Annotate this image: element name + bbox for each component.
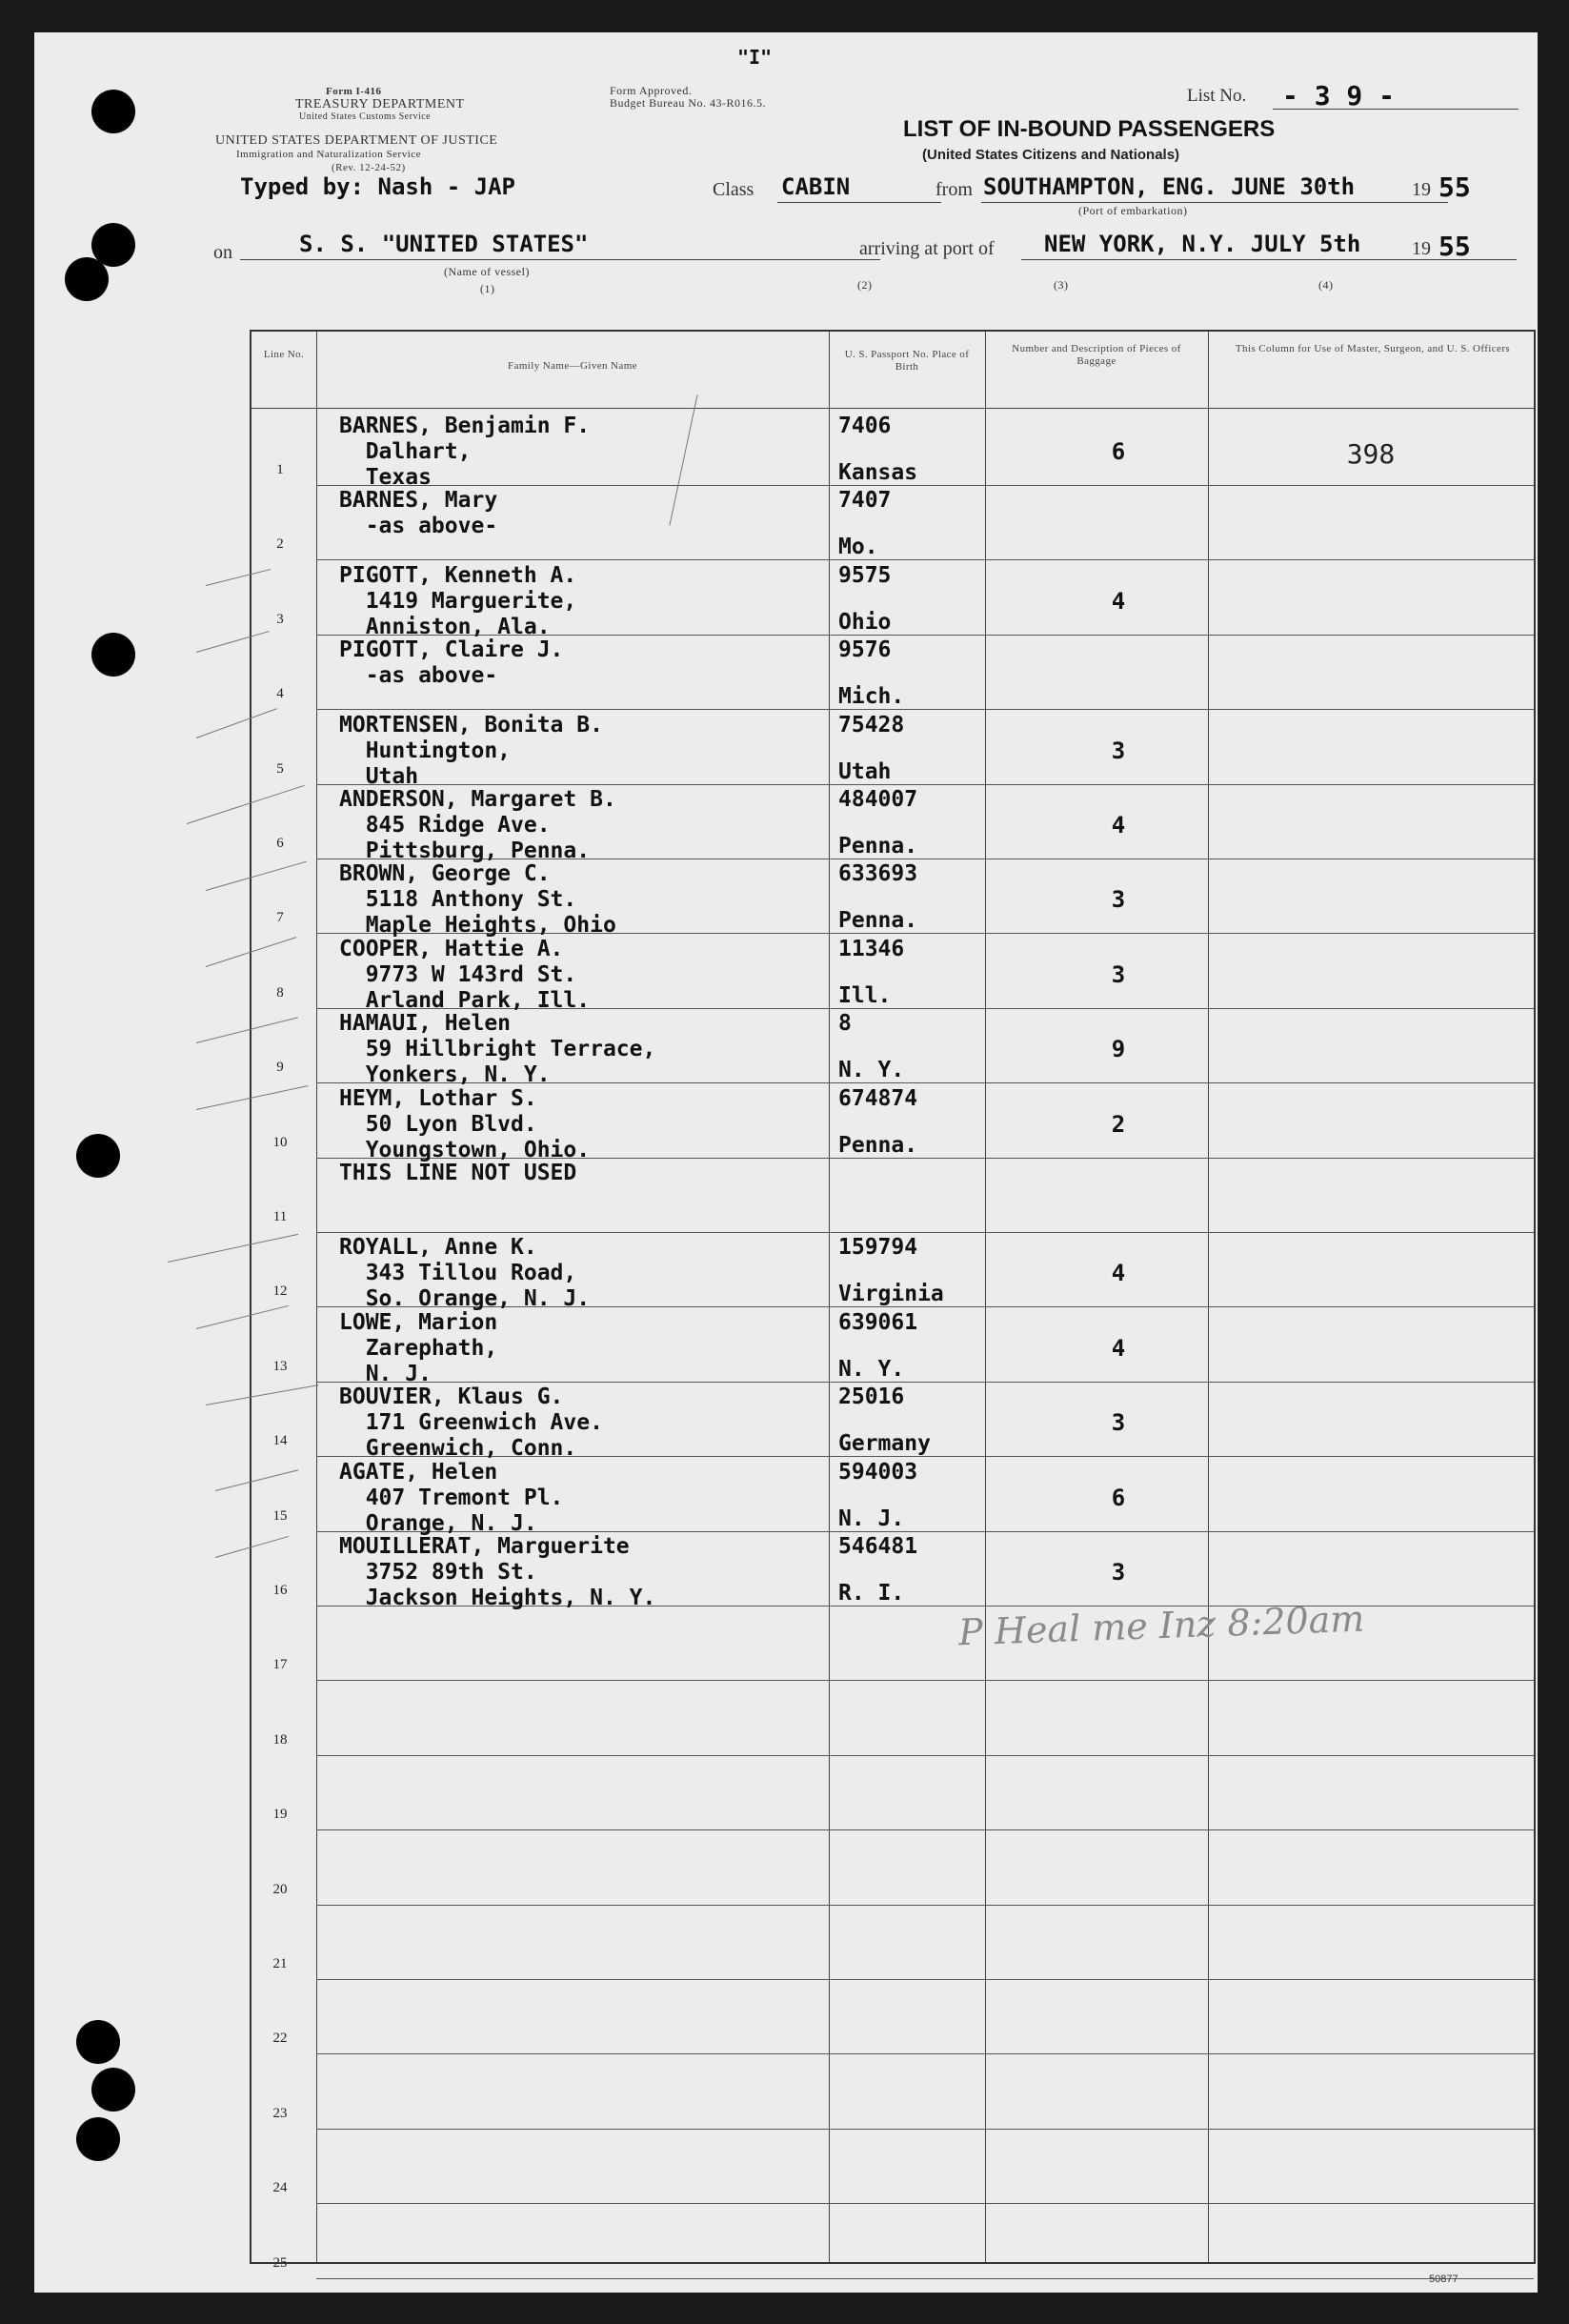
line-number: 6 (276, 836, 284, 851)
header-line-no: Line No. (263, 349, 305, 360)
place-of-birth: Germany (838, 1431, 931, 1457)
table-row (251, 1831, 1534, 1906)
table-row (251, 636, 1534, 710)
table-row (251, 859, 1534, 939)
line-number: 12 (272, 1283, 288, 1300)
top-mark: "I" (737, 46, 773, 69)
passenger-name: MORTENSEN, Bonita B. Huntington, Utah (339, 712, 603, 789)
passenger-name: AGATE, Helen 407 Tremont Pl. Orange, N. J. (339, 1459, 564, 1536)
header-passport: U. S. Passport No. Place of Birth (844, 349, 970, 373)
header-officers: This Column for Use of Master, Surgeon, and U. S. Officers (1235, 343, 1511, 354)
passport-number: 11346 (838, 936, 905, 961)
manifest-page (34, 32, 1538, 2293)
passenger-name: HEYM, Lothar S. 50 Lyon Blvd. Youngstown, Ohio. (339, 1085, 591, 1162)
table-row (251, 486, 1534, 560)
passport-number: 9575 (838, 562, 892, 588)
baggage-count: 4 (1111, 1334, 1126, 1362)
passport-number: 633693 (838, 861, 918, 887)
line-number: 5 (276, 760, 284, 777)
place-of-birth: N. J. (838, 1506, 905, 1531)
line-number: 22 (272, 2031, 288, 2047)
class-value: CABIN (781, 173, 851, 200)
line-number: 1 (276, 462, 284, 477)
passenger-name: BROWN, George C. 5118 Anthony St. Maple Heights, Ohio (339, 861, 616, 939)
line-number: 25 (272, 2254, 288, 2271)
footer-code: 50877 (1429, 2273, 1458, 2285)
table-row (251, 1682, 1534, 1756)
place-of-birth: Mich. (838, 684, 905, 710)
passenger-name: BARNES, Benjamin F. Dalhart, Texas (339, 414, 591, 490)
passenger-name: LOWE, Marion Zarephath, N. J. (339, 1309, 498, 1386)
punch-hole (65, 257, 109, 301)
class-label: Class (713, 179, 754, 200)
table-row (251, 785, 1534, 863)
line-number: 8 (276, 984, 284, 1000)
on-label: on (213, 242, 232, 263)
passport-number: 75428 (838, 712, 905, 738)
typed-by: Typed by: Nash - JAP (240, 173, 515, 200)
passenger-name: ROYALL, Anne K. 343 Tillou Road, So. Orange, N. J. (339, 1235, 591, 1312)
line-number: 21 (272, 1956, 288, 1971)
line-number: 19 (272, 1807, 288, 1823)
embark-value: SOUTHAMPTON, ENG. JUNE 30th (983, 173, 1356, 200)
passenger-name: THIS LINE NOT USED (339, 1161, 577, 1185)
table-row (251, 1458, 1534, 1536)
line-number: 14 (272, 1433, 288, 1449)
line-number: 15 (272, 1507, 288, 1524)
baggage-count: 3 (1111, 960, 1126, 988)
place-of-birth: Virginia (838, 1282, 944, 1307)
passenger-name: COOPER, Hattie A. 9773 W 143rd St. Arland Park, Ill. (339, 936, 591, 1013)
table-row (251, 1159, 1534, 1233)
baggage-count: 6 (1111, 438, 1126, 465)
table-row (251, 412, 1534, 490)
arriving-label: arriving at port of (859, 238, 995, 259)
punch-hole (91, 2068, 135, 2112)
table-row (251, 1756, 1534, 1830)
table-row (251, 1009, 1534, 1088)
list-no-value: - 3 9 - (1282, 80, 1396, 111)
table-row (251, 711, 1534, 789)
baggage-count: 4 (1111, 587, 1126, 615)
vessel-name: S. S. "UNITED STATES" (299, 231, 589, 257)
table-row (251, 1980, 1534, 2054)
line-number: 2 (276, 536, 284, 553)
passenger-name: MOUILLERAT, Marguerite 3752 89th St. Jackson Heights, N. Y. (339, 1534, 656, 1610)
table-row (251, 1906, 1534, 1980)
arrival-year: 55 (1438, 231, 1471, 262)
line-number: 10 (272, 1134, 288, 1150)
table-row (251, 1308, 1534, 1386)
passenger-name: PIGOTT, Claire J. -as above- (339, 637, 564, 689)
place-of-birth: N. Y. (838, 1356, 905, 1382)
line-number: 20 (272, 1881, 288, 1897)
line-number: 9 (276, 1060, 284, 1076)
baggage-count: 6 (1111, 1484, 1126, 1511)
baggage-count: 9 (1111, 1036, 1126, 1063)
line-number: 3 (276, 611, 284, 627)
baggage-count: 3 (1111, 886, 1126, 914)
line-number: 18 (272, 1731, 288, 1748)
passenger-name: BOUVIER, Klaus G. 171 Greenwich Ave. Greenwich, Conn. (339, 1384, 603, 1462)
passenger-name: PIGOTT, Kenneth A. 1419 Marguerite, Anniston, Ala. (339, 562, 577, 639)
from-label: from (935, 179, 973, 200)
treasury-dept: TREASURY DEPARTMENT (295, 97, 465, 111)
place-of-birth: Penna. (838, 908, 918, 934)
passport-number: 7407 (838, 488, 892, 514)
customs-service: United States Customs Service (299, 111, 432, 122)
passenger-name: ANDERSON, Margaret B. 845 Ridge Ave. Pittsburg, Penna. (339, 787, 616, 863)
header-name: Family Name—Given Name (508, 360, 637, 372)
line-number: 16 (272, 1583, 288, 1598)
passport-number: 7406 (838, 414, 892, 438)
passport-number: 159794 (838, 1235, 918, 1261)
col-number-4: (4) (1318, 278, 1334, 292)
place-of-birth: Utah (838, 758, 892, 784)
punch-hole (76, 2020, 120, 2064)
punch-hole (76, 1134, 120, 1178)
line-number: 23 (272, 2105, 288, 2121)
header-baggage: Number and Description of Pieces of Baggage (1012, 343, 1181, 367)
embark-caption: (Port of embarkation) (1078, 204, 1188, 217)
passport-number: 9576 (838, 637, 892, 663)
table-row (251, 2205, 1534, 2279)
table-row (251, 1383, 1534, 1462)
line-number: 13 (272, 1358, 288, 1374)
place-of-birth: Ill. (838, 982, 892, 1008)
place-of-birth: Penna. (838, 1132, 918, 1158)
from-year: 55 (1438, 172, 1471, 203)
baggage-count: 4 (1111, 812, 1126, 839)
place-of-birth: Ohio (838, 609, 892, 635)
place-of-birth: R. I. (838, 1581, 905, 1606)
passport-number: 639061 (838, 1309, 918, 1335)
inspector-signature: P Heal me Inz 8:20am (957, 1597, 1366, 1654)
place-of-birth: N. Y. (838, 1058, 905, 1083)
line-number: 24 (272, 2180, 288, 2196)
budget-bureau: Budget Bureau No. 43-R016.5. (610, 96, 766, 110)
table-row (251, 2130, 1534, 2204)
table-row (251, 2055, 1534, 2130)
line-number: 11 (272, 1209, 288, 1224)
baggage-count: 3 (1111, 1559, 1126, 1586)
revision: (Rev. 12-24-52) (332, 162, 406, 173)
place-of-birth: Kansas (838, 460, 918, 485)
arrival-value: NEW YORK, N.Y. JULY 5th (1044, 231, 1361, 257)
passenger-name: HAMAUI, Helen 59 Hillbright Terrace, Yonkers, N. Y. (339, 1011, 656, 1088)
form-number: Form I-416 (326, 86, 382, 97)
passenger-table (250, 330, 1536, 2271)
passenger-name: BARNES, Mary -as above- (339, 488, 498, 539)
officer-note: 398 (1346, 438, 1396, 470)
ins-service: Immigration and Naturalization Service (236, 149, 422, 160)
line-number: 4 (276, 686, 284, 702)
baggage-count: 2 (1111, 1110, 1126, 1138)
col-number-1: (1) (480, 282, 495, 295)
table-row (251, 1532, 1534, 1610)
passport-number: 25016 (838, 1384, 905, 1410)
line-number: 7 (276, 910, 284, 926)
col-number-2: (2) (857, 278, 873, 292)
punch-hole (91, 90, 135, 133)
passport-number: 674874 (838, 1085, 918, 1111)
passport-number: 8 (838, 1011, 852, 1037)
table-row (251, 561, 1534, 639)
place-of-birth: Penna. (838, 834, 918, 859)
punch-hole (91, 633, 135, 677)
passport-number: 594003 (838, 1459, 918, 1485)
line-number: 17 (272, 1657, 288, 1673)
form-approved: Form Approved. (610, 84, 693, 97)
arrival-year-prefix: 19 (1412, 238, 1431, 259)
baggage-count: 3 (1111, 737, 1126, 764)
vessel-caption: (Name of vessel) (444, 265, 530, 278)
table-row (251, 935, 1534, 1013)
justice-dept: UNITED STATES DEPARTMENT OF JUSTICE (215, 133, 498, 148)
from-year-prefix: 19 (1412, 179, 1431, 200)
page-subtitle: (United States Citizens and Nationals) (922, 147, 1180, 163)
baggage-count: 3 (1111, 1409, 1126, 1437)
table-row (251, 1084, 1534, 1162)
punch-hole (76, 2117, 120, 2161)
baggage-count: 4 (1111, 1260, 1126, 1287)
passport-number: 484007 (838, 787, 918, 812)
page-title: LIST OF IN-BOUND PASSENGERS (903, 116, 1276, 142)
list-no-label: List No. (1187, 86, 1247, 106)
col-number-3: (3) (1054, 278, 1069, 292)
place-of-birth: Mo. (838, 535, 878, 560)
table-row (251, 1233, 1534, 1312)
passport-number: 546481 (838, 1534, 918, 1559)
